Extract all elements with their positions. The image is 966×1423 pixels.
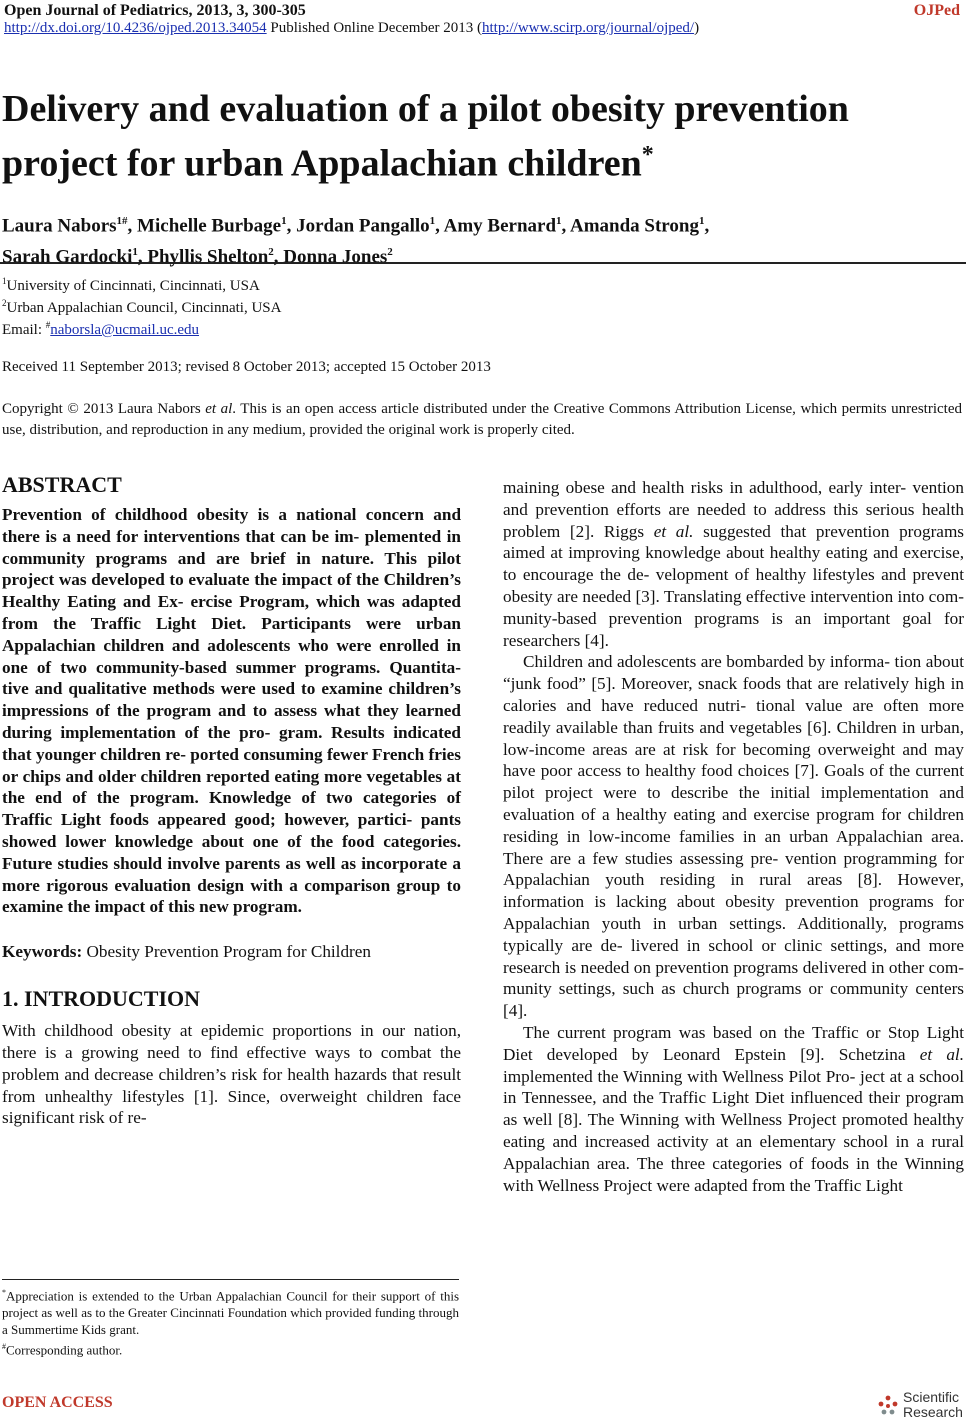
copyright-notice: Copyright © 2013 Laura Nabors et al. This is an open access article distributed under the Creative Commons Attribution License, which permits unrestricted use, distribution, and reproduction in any medium, provided the original work is properly cited.	[2, 401, 962, 438]
author-line-1: Laura Nabors$^{1\#}$, Michelle Burbage$^1$, Jordan Pangallo$^1$, Amy Bernard$^1$, Amanda Strong$^1$,	[2, 215, 710, 237]
introduction-heading: 1. INTRODUCTION	[2, 986, 201, 1012]
author: Sarah Gardocki	[2, 246, 133, 268]
paragraph: maining obese and health risks in adulthood, early inter- vention and prevention efforts are needed to address this serious health problem [2]. Riggs et al. suggested that prevention programs aimed at improving knowledge about healthy eating and exercise, to encourage the de- velopment of healthy lifestyles and prevent obesity are needed [3]. Translating effective intervention into com- munity-based prevention programs is an important goal for researchers [4].	[503, 478, 964, 650]
email-link[interactable]: naborsla@ucmail.uc.edu	[50, 322, 200, 338]
author: Jordan Pangallo	[296, 215, 430, 237]
footnote-funding: *Appreciation is extended to the Urban Appalachian Council for their support of this project as well as to the Greater Cincinnati Foundation which provided funding through a Summertime Kids grant.	[2, 1288, 459, 1338]
author: Donna Jones	[283, 246, 388, 268]
keywords: Keywords: Obesity Prevention Program for Children	[2, 942, 372, 962]
email-line: Email: #naborsla@ucmail.uc.edu	[2, 320, 200, 338]
affiliation-1: $^1$University of Cincinnati, Cincinnati, USA	[2, 276, 260, 294]
journal-abbrev: OJPed	[913, 2, 960, 19]
title-footnote-mark: *	[641, 142, 654, 168]
left-column	[2, 472, 461, 1129]
header-doi-line	[4, 20, 699, 37]
author: Laura Nabors	[2, 215, 117, 237]
close-paren: )	[694, 20, 700, 36]
affiliation-2: $^2$Urban Appalachian Council, Cincinnati, USA	[2, 298, 282, 316]
journal-url-link[interactable]: http://www.scirp.org/journal/ojped/	[482, 20, 695, 36]
journal-citation: Open Journal of Pediatrics, 2013, 3, 300-305	[4, 2, 306, 19]
author: Amanda Strong	[569, 215, 699, 237]
title-divider	[0, 262, 966, 264]
author: Amy Bernard	[443, 215, 557, 237]
doi-link[interactable]: http://dx.doi.org/10.4236/ojped.2013.34054	[4, 20, 267, 36]
published-text: Published Online December 2013 (	[266, 20, 483, 36]
author: Michelle Burbage	[137, 215, 282, 237]
paragraph: The current program was based on the Traffic or Stop Light Diet developed by Leonard Epstein [9]. Schetzina et al. implemented the Winning with Wellness Pilot Pro- ject at a school in Tennessee, and the Traffic Light Diet influenced their program as well [8]. The Winning with Wellness Project promoted healthy eating and increased activity at an elementary school in a rural Appalachian area. The three categories of foods in the Winning with Wellness Project were adapted from the Traffic Light	[503, 1022, 964, 1195]
abstract-heading: ABSTRACT	[2, 472, 122, 497]
scientific-research-logo	[876, 1390, 964, 1422]
abstract-text: Prevention of childhood obesity is a national concern and there is a need for interventions that can be im- plemented in community programs and are brief in nature. This pilot project was developed to evaluate the impact of the Children’s Healthy Eating and Ex- ercise Program, which was adapted from the Traffic Light Diet. Participants were urban Appalachian children and adolescents who were enrolled in one of two community-based summer programs. Quantita- tive and qualitative methods were used to examine children’s impressions of the program and to assess what they learned during implementation of the pro- gram. Results indicated that younger children re- ported consuming fewer French fries or chips and older children reported eating more vegetables at the end of the program. Knowledge of two categories of Traffic Light foods appeared good; however, partici- pants showed lower knowledge about one of the food categories. Future studies should involve parents as well as incorporate a more rigorous evaluation design with a comparison group to examine the impact of this new program.	[2, 505, 461, 917]
logo-text: Scientific Research	[903, 1389, 963, 1420]
paper-title	[2, 86, 962, 187]
right-column	[503, 477, 964, 1196]
scirp-logo-icon	[876, 1394, 900, 1418]
title-line-2: project for urban Appalachian children*	[2, 142, 654, 185]
title-line-1: Delivery and evaluation of a pilot obesity prevention	[2, 88, 849, 130]
footnote-corresponding: #Corresponding author.	[2, 1342, 123, 1358]
author: Phyllis Shelton	[147, 246, 269, 268]
author-line-2: Sarah Gardocki$^1$, Phyllis Shelton$^2$, Donna Jones$^2$	[2, 246, 393, 268]
open-access-label: OPEN ACCESS	[2, 1394, 113, 1411]
paragraph: Children and adolescents are bombarded by informa- tion about “junk food” [5]. Moreover, snack foods that are relatively high in calories and have reduced nutri- tional value are often more readily available than fruits and vegetables [6]. Children in urban, low-income areas are at risk for becoming overweight and may have poor access to healthy food choices [7]. Goals of the current pilot project were to describe the initial implementation and evaluation of a healthy eating and exercise program for children residing in low-income families in an urban Appalachian area. There are a few studies assessing pre- vention programming for Appalachian youth residing in rural areas [8]. However, information is lacking about obesity prevention programs for Appalachian youth in urban settings. Additionally, programs typically are de- livered in school or clinic settings, and more research is needed on prevention programs delivered in other com- munity settings, such as church programs or community centers [4].	[503, 652, 964, 1021]
received-dates: Received 11 September 2013; revised 8 October 2013; accepted 15 October 2013	[2, 359, 491, 375]
footnote-divider	[2, 1279, 459, 1280]
introduction-text: With childhood obesity at epidemic proportions in our nation, there is a growing need to find effective ways to combat the problem and decrease children’s risk for health hazards that result from unhealthy lifestyles [1]. Since, overweight children face significant risk of re-	[2, 1021, 461, 1128]
footnotes	[2, 1284, 459, 1359]
